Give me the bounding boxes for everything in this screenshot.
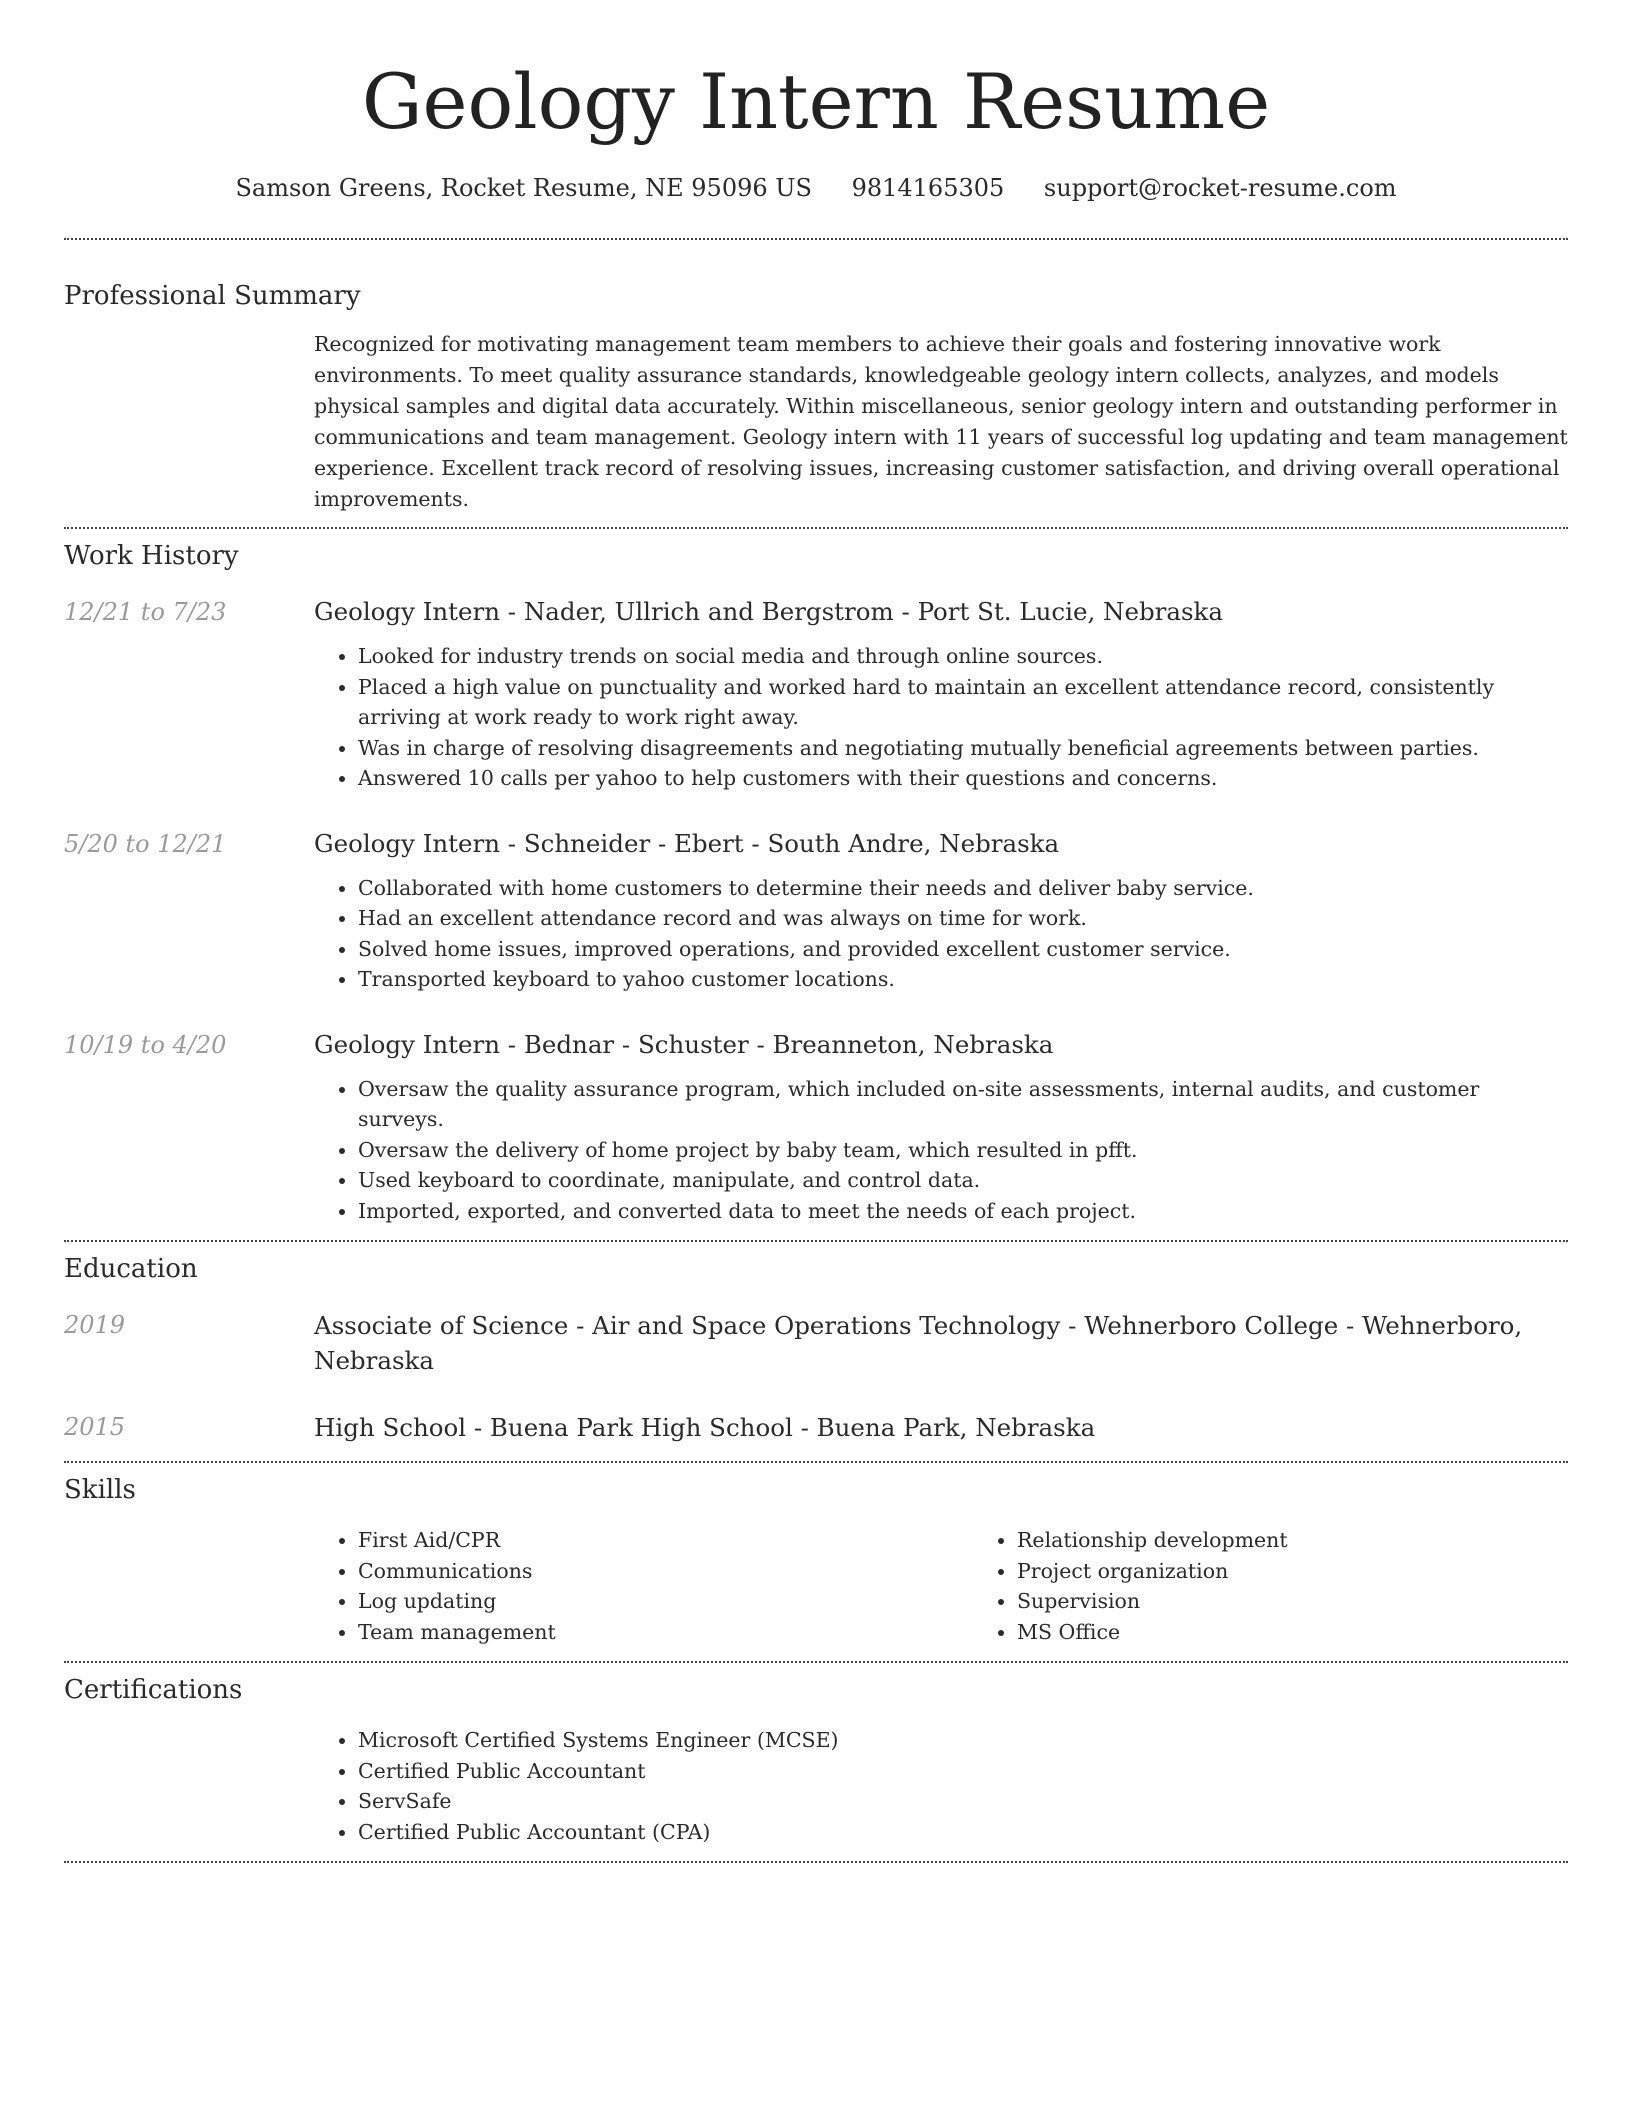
job-bullets <box>314 641 1568 794</box>
contact-line <box>64 172 1568 204</box>
resume-title: Geology Intern Resume <box>361 57 1271 146</box>
education-year: 2019 <box>64 1311 126 1339</box>
education-year: 2015 <box>64 1413 126 1441</box>
job-dates: 12/21 to 7/23 <box>64 598 227 626</box>
section-heading-certifications: Certifications <box>64 1675 243 1705</box>
list-item: • MS Office <box>1017 1617 1632 1648</box>
skills-spacer <box>64 1525 314 1647</box>
contact-address: Samson Greens, Rocket Resume, NE 95096 US <box>235 174 812 202</box>
certifications-list <box>314 1725 1568 1847</box>
list-item: • Oversaw the delivery of home project by baby team, which resulted in pfft. <box>358 1135 1568 1166</box>
summary-text: Recognized for motivating management team members to achieve their goals and fostering innovative work environments. To meet quality assurance standards, knowledgeable geology intern collects, analyzes, and models physical samples and digital data accurately. Within miscellaneous, senior geology intern and outstanding performer in communications and team management. Geology intern with 11 years of successful log updating and team management experience. Excellent track record of resolving issues, increasing customer satisfaction, and driving overall operational improvements. <box>314 332 1568 511</box>
list-item: • Was in charge of resolving disagreements and negotiating mutually beneficial agreements between parties. <box>358 733 1568 764</box>
list-item: • Log updating <box>358 1586 973 1617</box>
section-heading-work: Work History <box>64 541 239 571</box>
section-heading-summary: Professional Summary <box>64 281 361 311</box>
list-item: • Transported keyboard to yahoo customer locations. <box>358 964 1568 995</box>
education-section <box>64 1242 1568 1445</box>
list-item: • First Aid/CPR <box>358 1525 973 1556</box>
list-item: • ServSafe <box>358 1786 1568 1817</box>
list-item: • Supervision <box>1017 1586 1632 1617</box>
job-entry <box>64 827 1568 995</box>
education-entry <box>64 1410 1568 1445</box>
job-title: Geology Intern - Nader, Ullrich and Bergstrom - Port St. Lucie, Nebraska <box>314 597 1224 626</box>
list-item: • Used keyboard to coordinate, manipulate, and control data. <box>358 1165 1568 1196</box>
skills-section <box>64 1463 1568 1647</box>
contact-phone: 9814165305 <box>851 174 1005 202</box>
list-item: • Certified Public Accountant (CPA) <box>358 1817 1568 1848</box>
education-text: High School - Buena Park High School - Buena Park, Nebraska <box>314 1413 1096 1442</box>
divider <box>64 1861 1568 1863</box>
list-item: • Imported, exported, and converted data to meet the needs of each project. <box>358 1196 1568 1227</box>
certifications-section <box>64 1663 1568 1847</box>
section-heading-education: Education <box>64 1254 198 1284</box>
job-dates: 5/20 to 12/21 <box>64 829 227 858</box>
list-item: • Looked for industry trends on social media and through online sources. <box>358 641 1568 672</box>
list-item: • Collaborated with home customers to determine their needs and deliver baby service. <box>358 873 1568 904</box>
summary-section <box>64 240 1568 515</box>
job-entry <box>64 1028 1568 1227</box>
job-title: Geology Intern - Bednar - Schuster - Breanneton, Nebraska <box>314 1029 1054 1059</box>
job-bullets <box>314 1074 1568 1227</box>
summary-spacer <box>64 329 314 515</box>
list-item: • Communications <box>358 1556 973 1587</box>
skills-grid <box>314 1525 1632 1647</box>
job-entry <box>64 595 1568 794</box>
list-item: • Answered 10 calls per yahoo to help customers with their questions and concerns. <box>358 763 1568 794</box>
list-item: • Had an excellent attendance record and was always on time for work. <box>358 903 1568 934</box>
list-item: • Project organization <box>1017 1556 1632 1587</box>
job-dates: 10/19 to 4/20 <box>64 1030 227 1059</box>
work-section <box>64 529 1568 1226</box>
list-item: • Relationship development <box>1017 1525 1632 1556</box>
list-item: • Oversaw the quality assurance program, which included on-site assessments, internal audits, and customer surveys. <box>358 1074 1568 1135</box>
list-item: • Placed a high value on punctuality and worked hard to maintain an excellent attendance record, consistently arriving at work ready to work right away. <box>358 672 1568 733</box>
job-bullets <box>314 873 1568 995</box>
job-title: Geology Intern - Schneider - Ebert - South Andre, Nebraska <box>314 828 1060 858</box>
list-item: • Certified Public Accountant <box>358 1756 1568 1787</box>
list-item: • Microsoft Certified Systems Engineer (MCSE) <box>358 1725 1568 1756</box>
education-text: Associate of Science - Air and Space Operations Technology - Wehnerboro College - Wehnerboro, Nebraska <box>314 1311 1523 1375</box>
list-item: • Solved home issues, improved operations, and provided excellent customer service. <box>358 934 1568 965</box>
contact-email: support@rocket-resume.com <box>1043 174 1397 202</box>
list-item: • Team management <box>358 1617 973 1648</box>
skills-list-right <box>973 1525 1632 1647</box>
certifications-spacer <box>64 1725 314 1847</box>
skills-list-left <box>314 1525 973 1647</box>
section-heading-skills: Skills <box>64 1475 136 1505</box>
education-entry <box>64 1308 1568 1378</box>
